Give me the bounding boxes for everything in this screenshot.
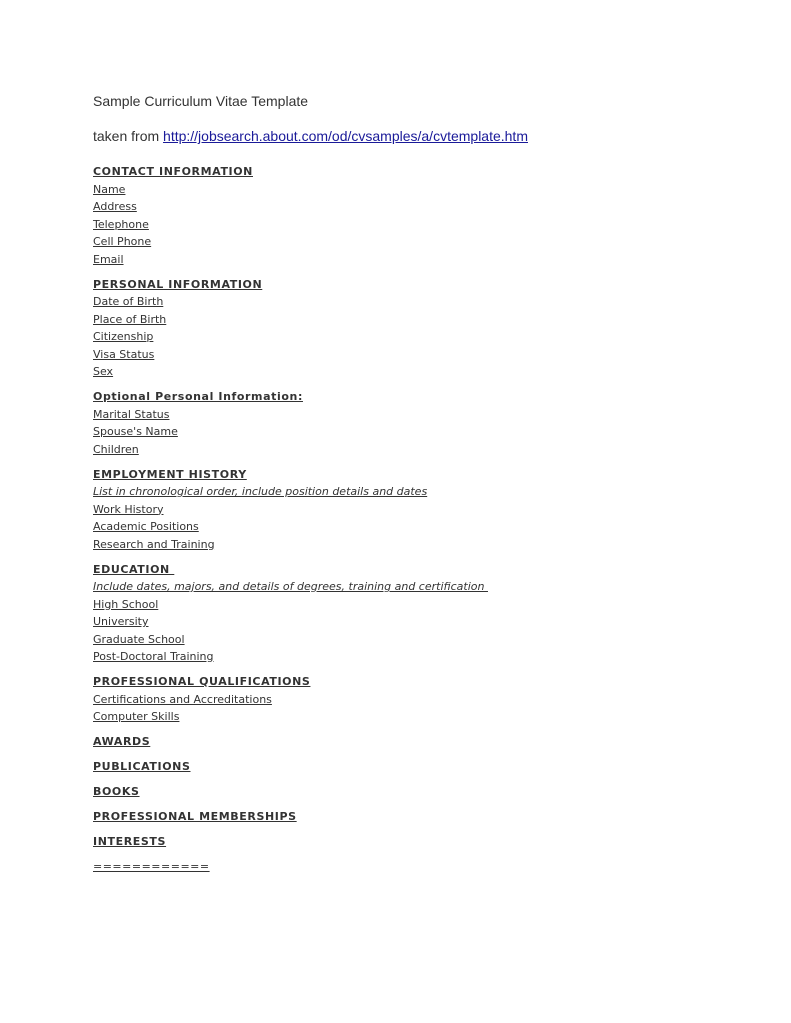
section-item: University: [93, 615, 149, 628]
section-item: Place of Birth: [93, 312, 167, 326]
section-item: High School: [93, 597, 159, 611]
section-item: Marital Status: [93, 407, 170, 421]
section-instruction: Include dates, majors, and details of degrees, training and certification: [93, 580, 488, 593]
section-employment-history: [93, 466, 743, 554]
section-instruction: List in chronological order, include position details and dates: [93, 485, 428, 498]
section-heading: PERSONAL INFORMATION: [93, 277, 263, 291]
section-interests: [93, 833, 743, 851]
section-awards: [93, 733, 743, 751]
section-education: [93, 561, 743, 666]
section-optional-personal-information: [93, 388, 743, 458]
section-item: Work History: [93, 502, 164, 516]
section-item: Telephone: [93, 217, 149, 231]
document-title: Sample Curriculum Vitae Template: [93, 93, 309, 109]
source-link[interactable]: http://jobsearch.about.com/od/cvsamples/a/cvtemplate.htm: [163, 128, 528, 144]
section-item: Computer Skills: [93, 710, 180, 723]
section-item: Email: [93, 252, 124, 266]
section-contact-information: [93, 163, 743, 268]
section-heading: AWARDS: [93, 735, 151, 748]
divider-line: ============: [93, 860, 210, 873]
section-item: Cell Phone: [93, 235, 152, 248]
section-item: Graduate School: [93, 632, 185, 646]
section-heading: CONTACT INFORMATION: [93, 165, 253, 178]
section-heading: EMPLOYMENT HISTORY: [93, 467, 247, 481]
cv-template-page: [93, 91, 743, 876]
section-heading: BOOKS: [93, 785, 140, 798]
section-heading: PROFESSIONAL QUALIFICATIONS: [93, 675, 311, 688]
section-publications: [93, 758, 743, 776]
section-heading: INTERESTS: [93, 835, 167, 848]
section-item: Research and Training: [93, 537, 215, 551]
section-books: [93, 783, 743, 801]
section-item: Children: [93, 442, 139, 456]
section-heading: PUBLICATIONS: [93, 760, 191, 773]
section-item: Citizenship: [93, 330, 154, 343]
section-personal-information: [93, 276, 743, 381]
section-heading: Optional Personal Information:: [93, 390, 303, 403]
section-heading: EDUCATION: [93, 562, 175, 576]
section-heading: PROFESSIONAL MEMBERSHIPS: [93, 810, 297, 823]
cv-sections: [93, 163, 743, 876]
section-item: Sex: [93, 365, 114, 378]
source-prefix: taken from: [93, 128, 164, 144]
section-item: Certifications and Accreditations: [93, 692, 272, 706]
section-professional-qualifications: [93, 673, 743, 726]
source-line: [93, 126, 743, 146]
section-item: Visa Status: [93, 347, 155, 361]
section-item: Address: [93, 200, 137, 213]
section-professional-memberships: [93, 808, 743, 826]
section-item: Name: [93, 182, 126, 196]
section-item: Date of Birth: [93, 295, 164, 308]
section-item: Academic Positions: [93, 520, 199, 533]
section-item: Spouse's Name: [93, 425, 178, 438]
section-item: Post-Doctoral Training: [93, 650, 214, 663]
